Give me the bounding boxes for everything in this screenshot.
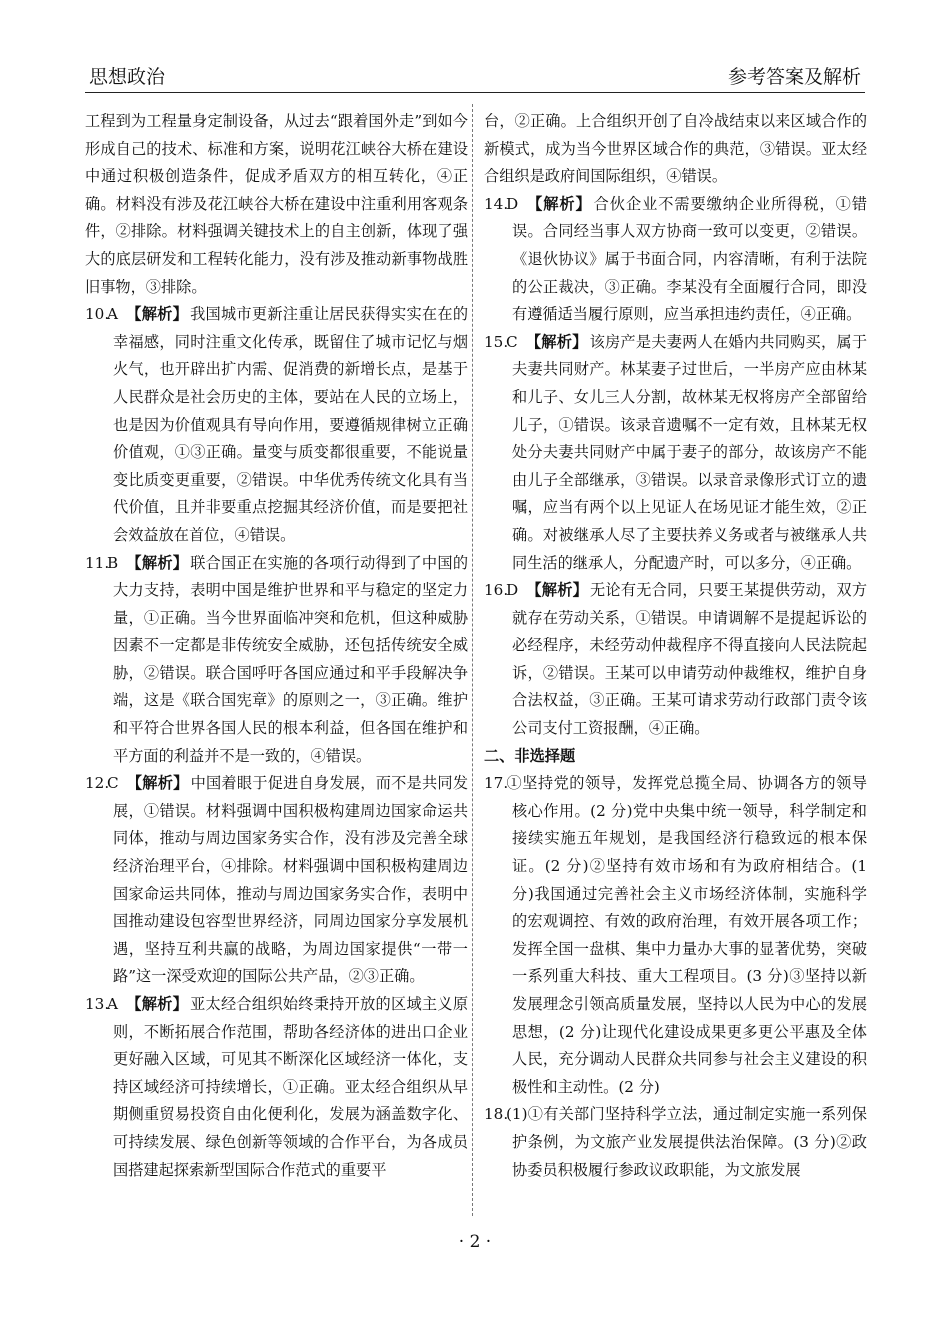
- page-number: · 2 ·: [458, 1232, 492, 1252]
- section-heading: 二、非选择题: [484, 746, 576, 765]
- column-divider: [472, 104, 473, 1216]
- page-header: [85, 58, 865, 93]
- answer-item-14: 14.D 【解析】 合伙企业不需要缴纳企业所得税，①错误。合同经当事人双方协商一致可以变更，②错误。《退伙协议》属于书面合同，内容清晰，有利于法院的公正裁决，③正确。李某没有全面履行合同，即没有遵循适当履行原则，应当承担违约责任，④正确。: [484, 194, 868, 324]
- answer-item-16: 16.D 【解析】 无论有无合同，只要王某提供劳动，双方就存在劳动关系，①错误。申请调解不是提起诉讼的必经程序，未经劳动仲裁程序不得直接向人民法院起诉，②错误。王某可以申请劳动仲裁维权，维护自身合法权益，③正确。王某可请求劳动行政部门责令该公司支付工资报酬，④正确。: [484, 581, 868, 738]
- subject-title: 思想政治: [89, 66, 166, 88]
- answer-item-13: 13.A 【解析】 亚太经合组织始终秉持开放的区域主义原则，不断拓展合作范围，帮助各经济体的进出口企业更好融入区域，可见其不断深化区域经济一体化，支持区域经济可持续增长，①正确。亚太经合组织从早期侧重贸易投资自由化便利化，发展为涵盖数字化、可持续发展、绿色创新等领域的合作平台，为各成员国搭建起探索新型国际合作范式的重要平: [85, 995, 469, 1179]
- answer-item-15: 15.C 【解析】 该房产是夫妻两人在婚内共同购买，属于夫妻共同财产。林某妻子过世后，一半房产应由林某和儿子、女儿三人分割，故林某无权将房产全部留给儿子，①错误。该录音遗嘱不一定有效，且林某无权处分夫妻共同财产中属于妻子的部分，故该房产不能由儿子全部继承，③错误。以录音录像形式订立的遗嘱，应当有两个以上见证人在场见证才能生效，②正确。对被继承人尽了主要扶养义务或者与被继承人共同生活的继承人，分配遗产时，可以多分，④正确。: [484, 332, 868, 572]
- continuation-text: 台，②正确。上合组织开创了自冷战结束以来区域合作的新模式，成为当今世界区域合作的典范，③错误。亚太经合组织是政府间国际组织，④错误。: [484, 112, 867, 186]
- answer-item-11: 11.B 【解析】 联合国正在实施的各项行动得到了中国的大力支持，表明中国是维护世界和平与稳定的坚定力量，①正确。当今世界面临冲突和危机，但这种威胁因素不一定都是非传统安全威胁，还包括传统安全威胁，②错误。联合国呼吁各国应通过和平手段解决争端，这是《联合国宪章》的原则之一，③正确。维护和平符合世界各国人民的根本利益，但各国在维护和平方面的利益并不是一致的，④错误。: [85, 553, 469, 765]
- section-title: 参考答案及解析: [727, 66, 861, 88]
- answer-item-17: 17.①坚持党的领导，发挥党总揽全局、协调各方的领导核心作用。(2 分)党中央集中统一领导，科学制定和接续实施五年规划，是我国经济行稳致远的根本保证。(2 分)②坚持有效市场和有为政府相结合。(1 分)我国通过完善社会主义市场经济体制，实施科学的宏观调控、有效的政府治理，有效开展各项工作；发挥全国一盘棋、集中力量办大事的显著优势，突破一系列重大科技、重大工程项目。(3 分)③坚持以新发展理念引领高质量发展，坚持以人民为中心的发展思想，(2 分)让现代化建设成果更多更公平惠及全体人民，充分调动人民群众共同参与社会主义建设的积极性和主动性。(2 分): [484, 774, 867, 1096]
- answer-item-10: 10.A 【解析】 我国城市更新注重让居民获得实实在在的幸福感，同时注重文化传承，既留住了城市记忆与烟火气，也开辟出扩内需、促消费的新增长点，是基于人民群众是社会历史的主体，要站在人民的立场上，也是因为价值观具有导向作用，要遵循规律树立正确价值观，①③正确。量变与质变都很重要，不能说量变比质变更重要，②错误。中华优秀传统文化具有当代价值，且并非要重点挖掘其经济价值，而是要把社会效益放在首位，④错误。: [85, 305, 469, 544]
- left-column: [85, 108, 468, 1184]
- right-column: [484, 108, 867, 1184]
- answer-item-18: 18.(1)①有关部门坚持科学立法，通过制定实施一系列保护条例，为文旅产业发展提供法治保障。(3 分)②政协委员积极履行参政议政职能，为文旅发展: [484, 1105, 867, 1179]
- answer-item-12: 12.C 【解析】 中国着眼于促进自身发展，而不是共同发展，①错误。材料强调中国积极构建周边国家命运共同体，推动与周边国家务实合作，没有涉及完善全球经济治理平台，④排除。材料强调中国积极构建周边国家命运共同体，推动与周边国家务实合作，表明中国推动建设包容型世界经济，同周边国家分享发展机遇，坚持互利共赢的战略，为周边国家提供“一带一路”这一深受欢迎的国际公共产品，②③正确。: [85, 774, 469, 986]
- continuation-text: 工程到为工程量身定制设备，从过去“跟着国外走”到如今形成自己的技术、标准和方案，说明花江峡谷大桥在建设中通过积极创造条件，促成矛盾双方的相互转化，④正确。材料没有涉及花江峡谷大桥在建设中注重利用客观条件，②排除。材料强调关键技术上的自主创新，体现了强大的底层研发和工程转化能力，没有涉及推动新事物战胜旧事物，③排除。: [85, 112, 468, 296]
